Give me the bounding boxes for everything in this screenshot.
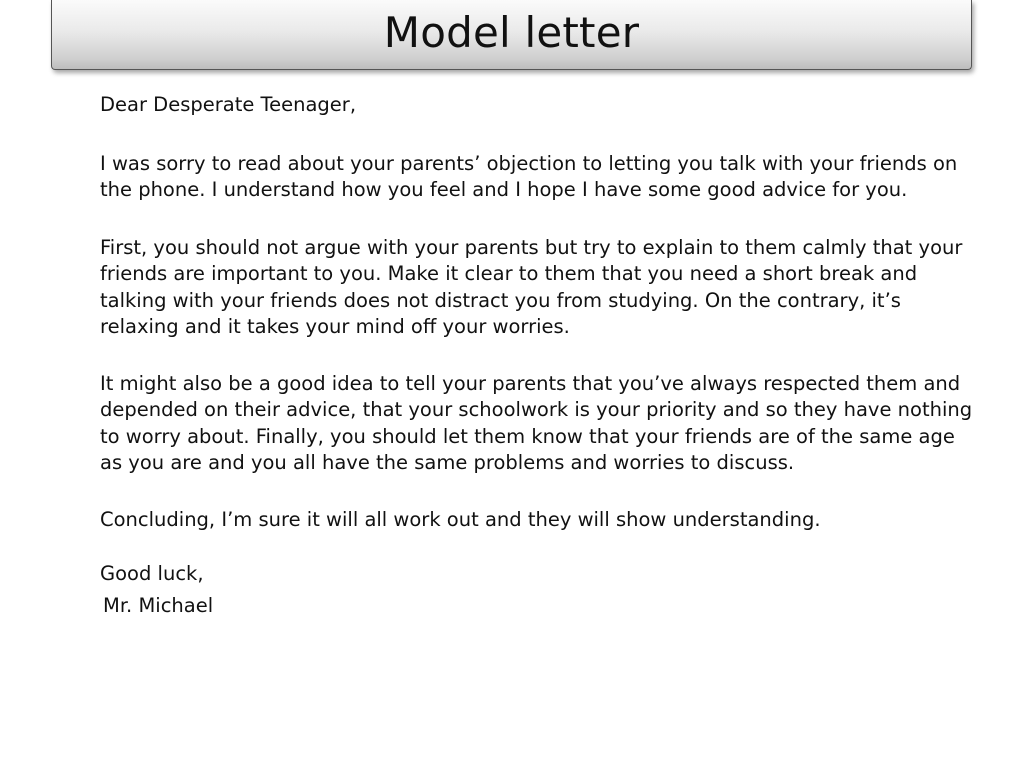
slide-title-bar <box>51 0 972 70</box>
letter-paragraph-1: I was sorry to read about your parents’ objection to letting you talk with your friends on the phone. I understand how you feel and I hope I have some good advice for you. <box>100 151 958 201</box>
letter-signature: Mr. Michael <box>103 593 214 617</box>
letter-paragraph-4: Concluding, I’m sure it will all work out and they will show understanding. <box>100 507 821 531</box>
letter-greeting: Dear Desperate Teenager, <box>100 93 357 116</box>
letter-paragraph-3: It might also be a good idea to tell your parents that you’ve always respected them and depended on their advice, that your schoolwork is your priority and so they have nothing to worry about. Finally, you should let them know that your friends are of the same age as you are and you all have the same problems and worries to discuss. <box>100 371 973 474</box>
slide-title: Model letter <box>383 7 640 57</box>
letter-closing: Good luck, <box>100 562 204 585</box>
letter-body <box>100 92 980 619</box>
letter-paragraph-2: First, you should not argue with your parents but try to explain to them calmly that your friends are important to you. Make it clear to them that you need a short break and talking with your friends does not distract you from studying. On the contrary, it’s relaxing and it takes your mind off your worries. <box>100 235 963 338</box>
